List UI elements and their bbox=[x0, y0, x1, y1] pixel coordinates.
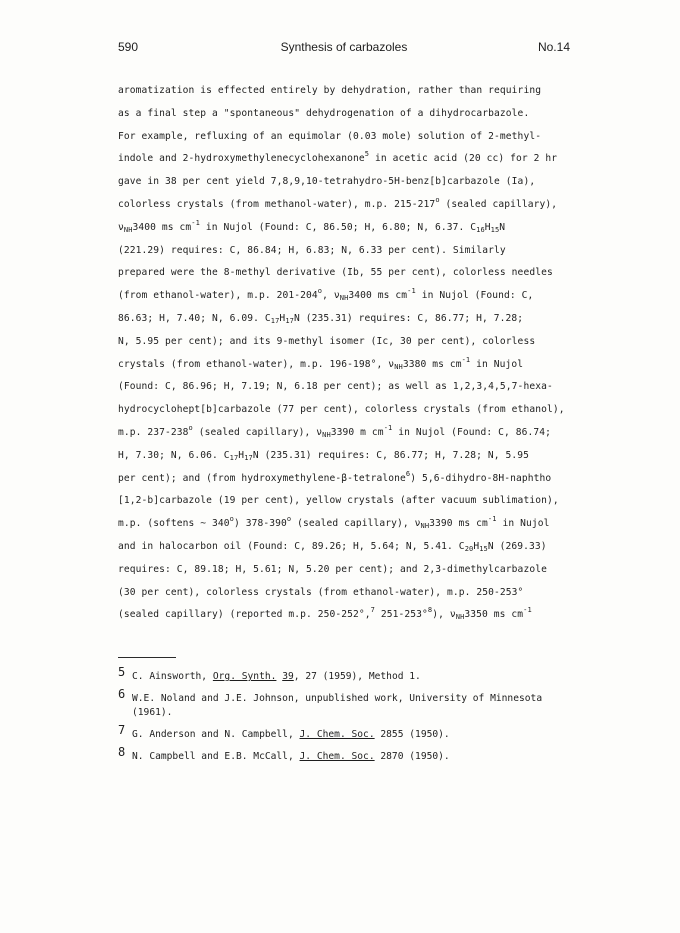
text-line: prepared were the 8-methyl derivative (Ib, 55 per cent), colorless needles bbox=[118, 267, 553, 279]
text-line: (sealed capillary) (reported m.p. 250-252°,$^7$ 251-253°$^8$), $\nu_{NH}3350$ ms $cm^{-1}$ bbox=[118, 606, 532, 622]
footnotes bbox=[118, 665, 588, 772]
text-line: (Found: C, 86.96; H, 7.19; N, 6.18 per cent); as well as 1,2,3,4,5,7-hexa- bbox=[118, 381, 553, 393]
body-text bbox=[118, 80, 578, 627]
issue-number: No.14 bbox=[537, 40, 570, 54]
text-line: 86.63; H, 7.40; N, 6.09. $C_{17}H_{17}N$ (235.31) requires: C, 86.77; H, 7.28; bbox=[118, 312, 524, 325]
text-line: (30 per cent), colorless crystals (from ethanol-water), m.p. 250-253° bbox=[118, 586, 524, 598]
text-line: [1,2-b]carbazole (19 per cent), yellow crystals (after vacuum sublimation), bbox=[118, 495, 559, 507]
footnote: 8 N. Campbell and E.B. McCall, J. Chem. Soc. 2870 (1950). bbox=[118, 745, 450, 762]
text-line: crystals (from ethanol-water), m.p. 196-198°, $\nu_{NH}3380$ ms $cm^{-1}$ in Nujol bbox=[118, 355, 524, 371]
journal-ref: Org. Synth. bbox=[212, 671, 277, 682]
text-line: For example, refluxing of an equimolar (0.03 mole) solution of 2-methyl- bbox=[118, 130, 542, 142]
running-title: Synthesis of carbazoles bbox=[280, 40, 408, 54]
footnote-mark: 6 bbox=[118, 687, 126, 701]
footnote: 6 W.E. Noland and J.E. Johnson, unpublished work, University of Minnesota (1961). bbox=[118, 687, 543, 718]
text-line: and in halocarbon oil (Found: C, 89.26; H, 5.64; N, 5.41. $C_{20}H_{15}N$ (269.33) bbox=[118, 540, 547, 553]
text-line: as a final step a "spontaneous" dehydrogenation of a dihydrocarbazole. bbox=[118, 107, 530, 119]
text-line: (221.29) requires: C, 86.84; H, 6.83; N, 6.33 per cent). Similarly bbox=[118, 244, 506, 256]
text-line: H, 7.30; N, 6.06. $C_{17}H_{17}N$ (235.31) requires: C, 86.77; H, 7.28; N, 5.95 bbox=[118, 449, 530, 462]
footnote: 7 G. Anderson and N. Campbell, J. Chem. Soc. 2855 (1950). bbox=[118, 723, 450, 740]
journal-ref: J. Chem. Soc. bbox=[299, 751, 375, 762]
footnote: 5 C. Ainsworth, Org. Synth. 39, 27 (1959), Method 1. bbox=[118, 665, 421, 682]
text-line: gave in 38 per cent yield 7,8,9,10-tetrahydro-5H-benz[b]carbazole (Ia), bbox=[118, 176, 536, 188]
text-line: N, 5.95 per cent); and its 9-methyl isomer (Ic, 30 per cent), colorless bbox=[118, 335, 536, 347]
footnote-mark: 5 bbox=[118, 665, 126, 679]
footnote-mark: 7 bbox=[118, 723, 126, 737]
journal-ref: J. Chem. Soc. bbox=[299, 729, 375, 740]
text-line: indole and 2-hydroxymethylenecyclohexanone$^5$ in acetic acid (20 cc) for 2 hr bbox=[118, 150, 558, 165]
page-header bbox=[118, 40, 570, 58]
text-line: m.p. (softens ~ 340$^o$) 378-390$^o$ (sealed capillary), $\nu_{NH}3390$ ms $cm^{-1}$ in Nujol bbox=[118, 515, 550, 531]
text-line: hydrocyclohept[b]carbazole (77 per cent), colorless crystals (from ethanol), bbox=[118, 404, 565, 416]
footnote-ref: 5 bbox=[364, 150, 370, 159]
text-line: per cent); and (from hydroxymethylene-β-tetralone$^6$) 5,6-dihydro-8H-naphtho bbox=[118, 469, 552, 484]
footnote-divider bbox=[118, 657, 176, 658]
text-line: $\nu_{NH}3400$ ms $cm^{-1}$ in Nujol (Found: C, 86.50; H, 6.80; N, 6.37. $C_{16}H_{15}N$ bbox=[118, 218, 506, 234]
text-line: (from ethanol-water), m.p. 201-204$^o$, $\nu_{NH}3400$ ms $cm^{-1}$ in Nujol (Found: C, bbox=[118, 287, 534, 303]
text-line: aromatization is effected entirely by dehydration, rather than requiring bbox=[118, 85, 542, 96]
footnote-mark: 8 bbox=[118, 745, 126, 759]
text-line: m.p. 237-238$^o$ (sealed capillary), $\nu_{NH}3390$ m $cm^{-1}$ in Nujol (Found: C, 86.74; bbox=[118, 423, 551, 439]
text-line: requires: C, 89.18; H, 5.61; N, 5.20 per cent); and 2,3-dimethylcarbazole bbox=[118, 563, 547, 575]
text-line: colorless crystals (from methanol-water), m.p. 215-217$^o$ (sealed capillary), bbox=[118, 195, 558, 210]
page-number: 590 bbox=[118, 40, 139, 54]
